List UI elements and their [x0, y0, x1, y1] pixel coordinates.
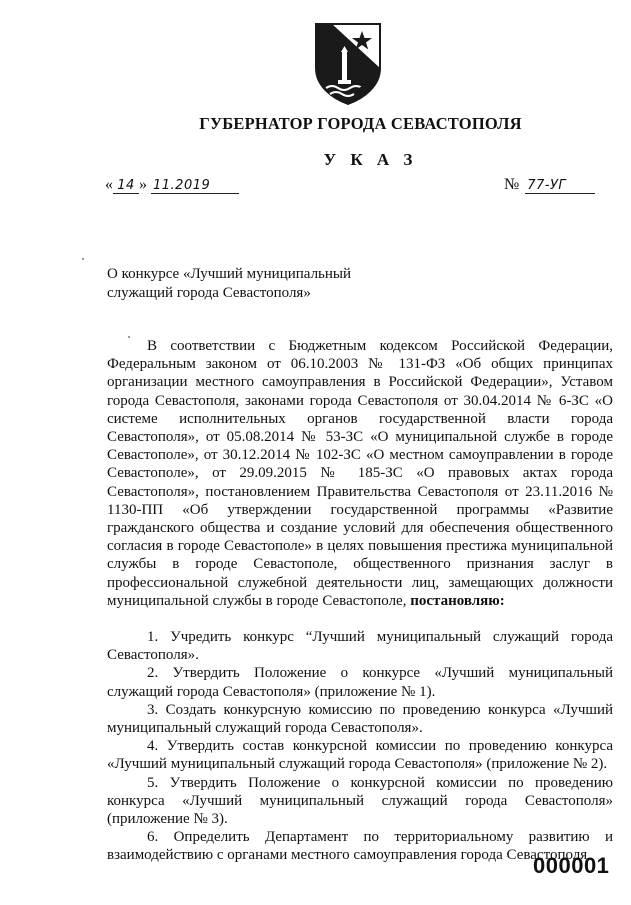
date-open-quote: «: [105, 176, 113, 193]
decree-word: постановляю:: [410, 592, 505, 609]
clause-3: 3. Создать конкурсную комиссию по проведению конкурса «Лучший муниципальный служащий города Севастополя».: [107, 701, 613, 737]
scan-speck: [128, 336, 130, 338]
date-month-year: 11.2019: [151, 178, 239, 194]
subject-line-1: О конкурсе «Лучший муниципальный: [107, 266, 352, 282]
decree-subject: [107, 265, 407, 303]
clause-5: 5. Утвердить Положение о конкурсной комиссии по проведению конкурса «Лучший муниципальный служащий города Севастополя» (приложение № 3).: [107, 774, 613, 828]
decree-number: [504, 176, 595, 194]
document-type: У К А З: [323, 150, 418, 169]
clause-1: 1. Учредить конкурс “Лучший муниципальный служащий города Севастополя».: [107, 629, 613, 664]
decree-date: [105, 176, 239, 194]
serial-number: 000001: [533, 853, 610, 878]
number-value: 77-УГ: [525, 178, 595, 194]
date-close-quote: »: [139, 176, 147, 193]
subject-line-2: служащий города Севастополя»: [107, 285, 311, 301]
preamble-paragraph: [107, 337, 613, 610]
number-prefix: №: [504, 176, 520, 193]
clause-2: 2. Утвердить Положение о конкурсе «Лучший муниципальный служащий города Севастополя» (приложение № 1).: [107, 665, 613, 700]
scan-speck: [82, 258, 84, 260]
preamble-text: В соответствии с Бюджетным кодексом Российской Федерации, Федеральным законом от 06.10.2003 № 131-ФЗ «Об общих принципах организации местного самоуправления в Российской Федерации», Уставом города Севастополя, законами города Севастополя от 30.04.2014 № 6-ЗС «О системе исполнительных органов государственной власти города Севастополя», от 05.08.2014 № 53-ЗС «О муниципальной службе в городе Севастополе», от 30.12.2014 № 102-ЗС «О местном самоуправлении в городе Севастополе», от 29.09.2015 № 185-ЗС «О правовых актах города Севастополя», постановлением Правительства Севастополя от 23.11.2016 № 1130-ПП «Об утверждении государственной программы «Развитие гражданского общества и создание условий для обеспечения общественного согласия в городе Севастополе» в целях повышения престижа муниципальной службы в городе Севастополе, общественного признания заслуг в профессиональной служебной деятельности лиц, замещающих должности муниципальной службы в городе Севастополе,: [107, 338, 613, 609]
issuer-title: ГУБЕРНАТОР ГОРОДА СЕВАСТОПОЛЯ: [199, 114, 522, 133]
clause-4: 4. Утвердить состав конкурсной комиссии по проведению конкурса «Лучший муниципальный служащий города Севастополя» (приложение № 2).: [107, 738, 613, 773]
coat-of-arms-icon: [312, 22, 384, 106]
date-day: 14: [113, 178, 139, 194]
decree-body: [107, 337, 613, 865]
clause-6: 6. Определить Департамент по территориальному развитию и взаимодействию с органами местного самоуправления города Севастополя: [107, 829, 613, 864]
